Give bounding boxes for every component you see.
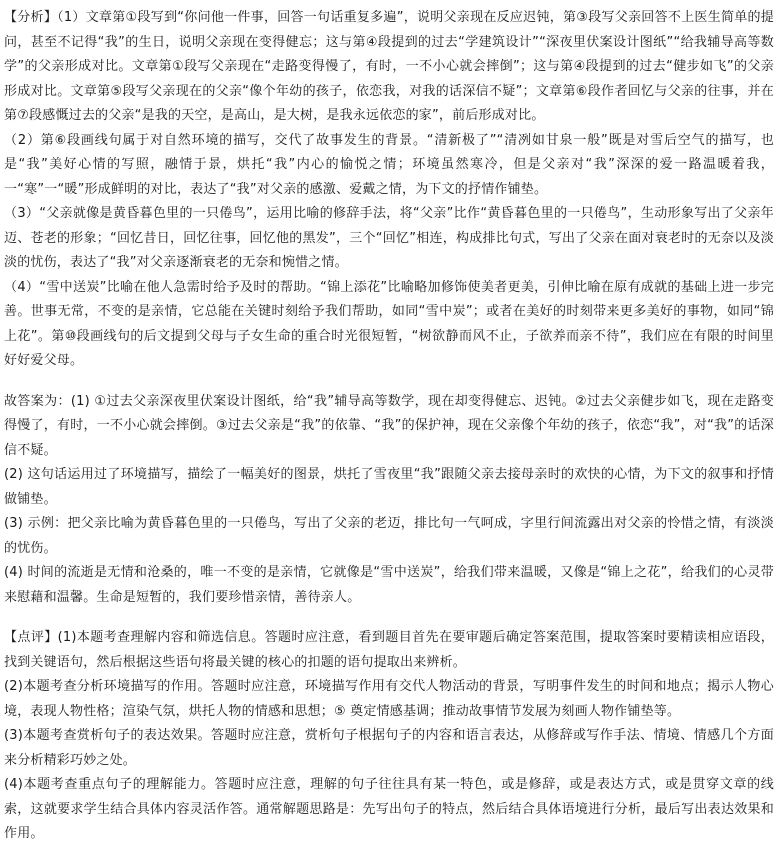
section-spacer (4, 374, 774, 390)
comment-paragraph-2: (2)本题考查分析环境描写的作用。答题时应注意，环境描写作用有交代人物活动的背景，写明事件发生的时间和地点；揭示人物心境，表现人物性格；渲染气氛，烘托人物的情感和思想；⑤ 奠定情感基调；推动故事情节发展为刻画人物作铺垫等。 (4, 679, 774, 719)
answer-paragraph-3: (3) 示例：把父亲比喻为黄昏暮色里的一只倦鸟，写出了父亲的老迈，排比句一气呵成，字里行间流露出对父亲的怜惜之情，有淡淡的忧伤。 (4, 516, 774, 556)
analysis-section (4, 6, 774, 374)
comment-paragraph-3: (3)本题考查赏析句子的表达效果。答题时应注意，赏析句子根据句子的内容和语言表达，从修辞或写作手法、情境、情感几个方面来分析精彩巧妙之处。 (4, 728, 774, 768)
comment-paragraph-1: 【点评】(1)本题考查理解内容和筛选信息。答题时应注意，看到题目首先在要审题后确定答案范围，提取答案时要精读相应语段，找到关键语句，然后根据这些语句将最关键的核心的扣题的语句提取出来辨析。 (4, 630, 774, 670)
answer-paragraph-2: (2) 这句话运用过了环境描写，描绘了一幅美好的图景，烘托了雪夜里“我”跟随父亲去接母亲时的欢快的心情，为下文的叙事和抒情做铺垫。 (4, 467, 774, 507)
analysis-paragraph-3: （3）“父亲就像是黄昏暮色里的一只倦鸟”，运用比喻的修辞手法，将“父亲”比作“黄昏暮色里的一只倦鸟”，生动形象写出了父亲年迈、苍老的形象；“回忆昔日，回忆往事，回忆他的黑发”，三个“回忆”相连，构成排比句式，写出了父亲在面对衰老时的无奈以及淡淡的忧伤，表达了“我”对父亲逐渐衰老的无奈和惋惜之情。 (4, 206, 774, 270)
analysis-paragraph-4: （4）“雪中送炭”比喻在他人急需时给予及时的帮助。“锦上添花”比喻略加修饰使美者更美，引伸比喻在原有成就的基础上进一步完善。世事无常，不变的是亲情，它总能在关键时刻给予我们帮助，如同“雪中炭”；或者在美好的时刻带来更多美好的事物，如同“锦上花”。第⑩段画线句的后文提到父母与子女生命的重合时光很短暂，“树欲静而风不止，子欲养而亲不待”，我们应在有限的时间里好好爱父母。 (4, 279, 774, 368)
analysis-paragraph-1: 【分析】（1）文章第①段写到“你问他一件事，回答一句话重复多遍”，说明父亲现在反应迟钝，第③段写父亲回答不上医生简单的提问，甚至不记得“我”的生日，说明父亲现在变得健忘；这与第④段提到的过去“学建筑设计”“深夜里伏案设计图纸”“给我辅导高等数学”的父亲形成对比。文章第①段写父亲现在“走路变得慢了，有时，一不小心就会摔倒”；这与第④段提到的过去“健步如飞”的父亲形成对比。文章第⑤段写父亲现在的父亲“像个年幼的孩子，依恋我，对我的话深信不疑”；文章第⑥段作者回忆与父亲的往事，并在第⑦段感慨过去的父亲“是我的天空，是高山，是大树，是我永远依恋的家”，前后形成对比。 (4, 10, 774, 123)
section-spacer (4, 610, 774, 626)
comment-section (4, 626, 774, 847)
answer-section (4, 390, 774, 611)
answer-paragraph-1: 故答案为：(1) ①过去父亲深夜里伏案设计图纸，给“我”辅导高等数学，现在却变得健忘、迟钝。②过去父亲健步如飞，现在走路变得慢了，有时，一不小心就会摔倒。③过去父亲是“我”的依靠、“我”的保护神，现在父亲像个年幼的孩子，依恋“我”，对“我”的话深信不疑。 (4, 393, 774, 458)
analysis-paragraph-2: （2）第⑥段画线句属于对自然环境的描写，交代了故事发生的背景。“清新极了”“清冽如甘泉一般”既是对雪后空气的描写，也是“我”美好心情的写照，融情于景，烘托“我”内心的愉悦之情；环境虽然寒冷，但是父亲对“我”深深的爱一路温暖着我，一“寒”一“暖”形成鲜明的对比，表达了“我”对父亲的感激、爱戴之情，为下文的抒情作铺垫。 (4, 132, 774, 197)
answer-paragraph-4: (4) 时间的流逝是无情和沧桑的，唯一不变的是亲情，它就像是“雪中送炭”，给我们带来温暖，又像是“锦上之花”，给我们的心灵带来慰藉和温馨。生命是短暂的，我们要珍惜亲情，善待亲人。 (4, 565, 774, 605)
comment-paragraph-4: (4)本题考查重点句子的理解能力。答题时应注意，理解的句子往往具有某一特色，或是修辞，或是表达方式，或是贯穿文章的线索，这就要求学生结合具体内容灵活作答。通常解题思路是：先写出句子的特点，然后结合具体语境进行分析，最后写出表达效果和作用。 (4, 777, 774, 841)
